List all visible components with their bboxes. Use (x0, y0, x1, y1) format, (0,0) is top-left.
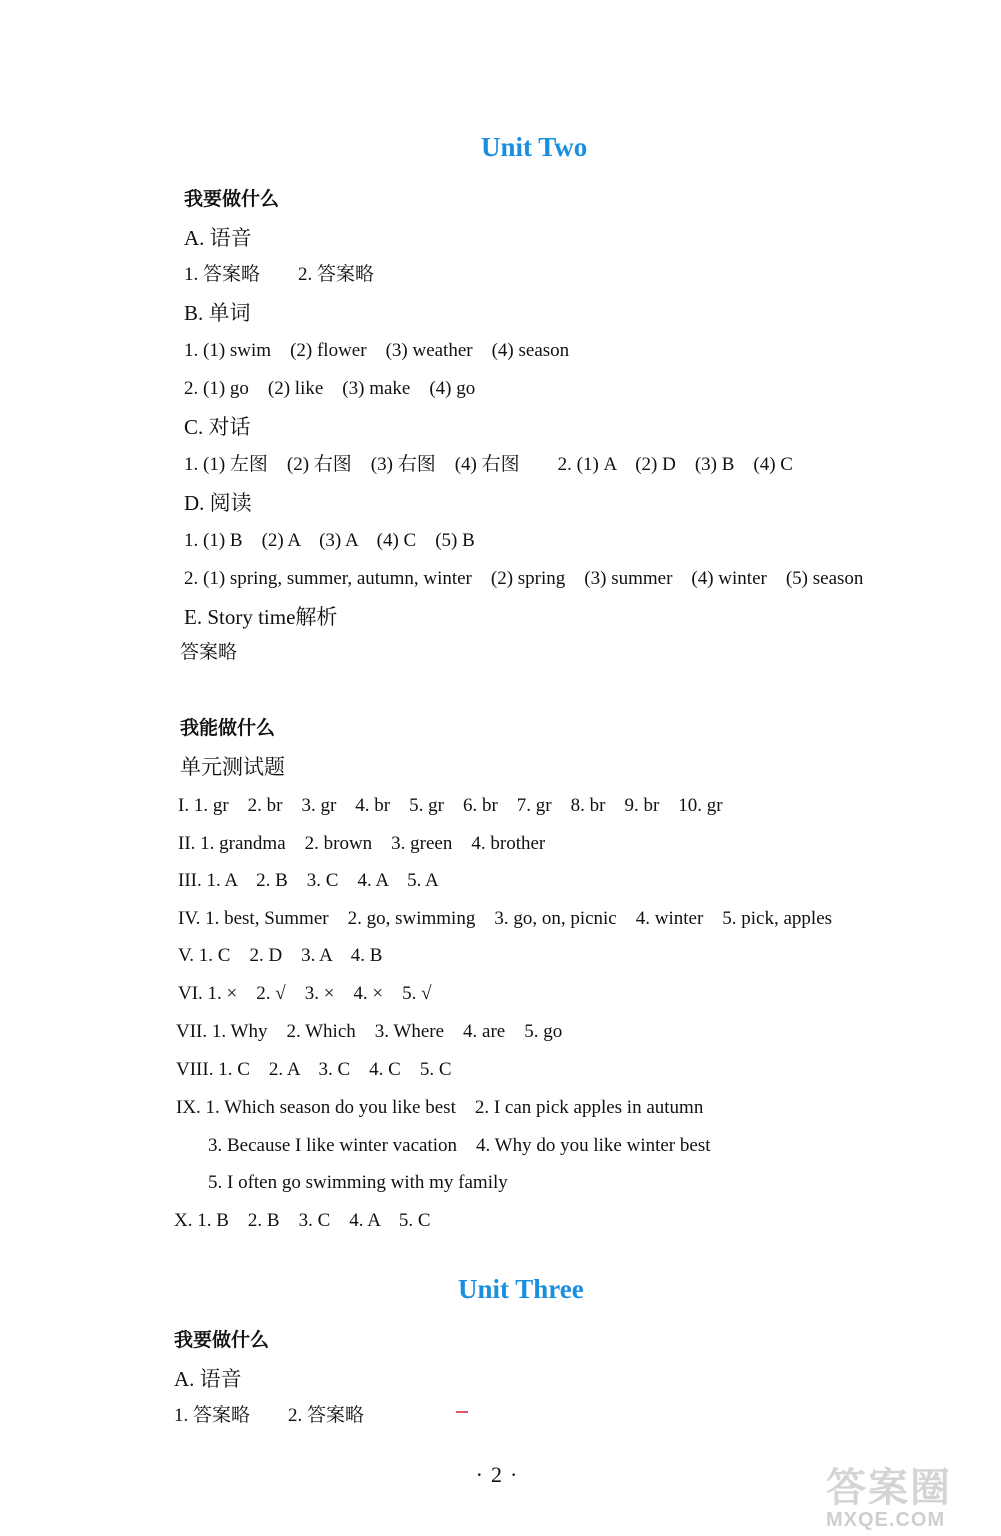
test-answer-ix-line-1: IX. 1. Which season do you like best 2. I can pick apples in autumn (176, 1097, 704, 1118)
test-answer-x: X. 1. B 2. B 3. C 4. A 5. C (174, 1210, 431, 1231)
answer-line-e1: 答案略 (180, 642, 238, 663)
test-answer-v: V. 1. C 2. D 3. A 4. B (178, 945, 383, 966)
section-d-reading: D. 阅读 (184, 491, 252, 515)
unit-three-title: Unit Three (458, 1274, 584, 1304)
section-heading-what-to-do: 我要做什么 (184, 188, 280, 210)
unit-three-answer-line-a1: 1. 答案略 2. 答案略 (174, 1405, 365, 1426)
unit-three-section-a-phonics: A. 语音 (174, 1367, 242, 1391)
page-number-value: 2 (491, 1462, 510, 1487)
test-answer-iv: IV. 1. best, Summer 2. go, swimming 3. go, on, picnic 4. winter 5. pick, apples (178, 908, 833, 929)
answer-line-c1: 1. (1) 左图 (2) 右图 (3) 右图 (4) 右图 2. (1) A (2) D (3) B (4) C (184, 454, 793, 475)
test-answer-viii: VIII. 1. C 2. A 3. C 4. C 5. C (176, 1059, 452, 1080)
section-c-dialogue: C. 对话 (184, 415, 251, 439)
answer-line-b1: 1. (1) swim (2) flower (3) weather (4) season (184, 340, 570, 361)
answer-line-a1: 1. 答案略 2. 答案略 (184, 264, 375, 285)
watermark-glyphs: 答案圈 (826, 1465, 952, 1511)
unit-three-heading-what-to-do: 我要做什么 (174, 1329, 270, 1351)
section-heading-what-i-can-do: 我能做什么 (180, 717, 276, 739)
section-e-story-time: E. Story time解析 (184, 605, 338, 629)
test-answer-ix-line-2: 3. Because I like winter vacation 4. Why do you like winter best (208, 1135, 711, 1156)
test-answer-vi: VI. 1. × 2. √ 3. × 4. × 5. √ (178, 983, 432, 1004)
test-answer-vii: VII. 1. Why 2. Which 3. Where 4. are 5. go (176, 1021, 563, 1042)
test-answer-ix-line-3: 5. I often go swimming with my family (208, 1172, 508, 1193)
answer-line-d1: 1. (1) B (2) A (3) A (4) C (5) B (184, 530, 475, 551)
section-a-phonics: A. 语音 (184, 226, 252, 250)
unit-test-heading: 单元测试题 (180, 755, 285, 779)
answer-line-d2: 2. (1) spring, summer, autumn, winter (2) spring (3) summer (4) winter (5) season (184, 568, 864, 589)
test-answer-ii: II. 1. grandma 2. brown 3. green 4. brother (178, 833, 546, 854)
answer-line-b2: 2. (1) go (2) like (3) make (4) go (184, 378, 476, 399)
test-answer-i: I. 1. gr 2. br 3. gr 4. br 5. gr 6. br 7. gr 8. br 9. br 10. gr (178, 795, 723, 816)
red-pen-mark (456, 1411, 468, 1413)
test-answer-iii: III. 1. A 2. B 3. C 4. A 5. A (178, 870, 439, 891)
site-watermark-logo (826, 1466, 994, 1530)
section-b-words: B. 单词 (184, 301, 251, 325)
page-number: ·2· (475, 1462, 526, 1487)
watermark-site-text: MXQE.COM (826, 1509, 946, 1531)
unit-two-title: Unit Two (481, 132, 588, 162)
